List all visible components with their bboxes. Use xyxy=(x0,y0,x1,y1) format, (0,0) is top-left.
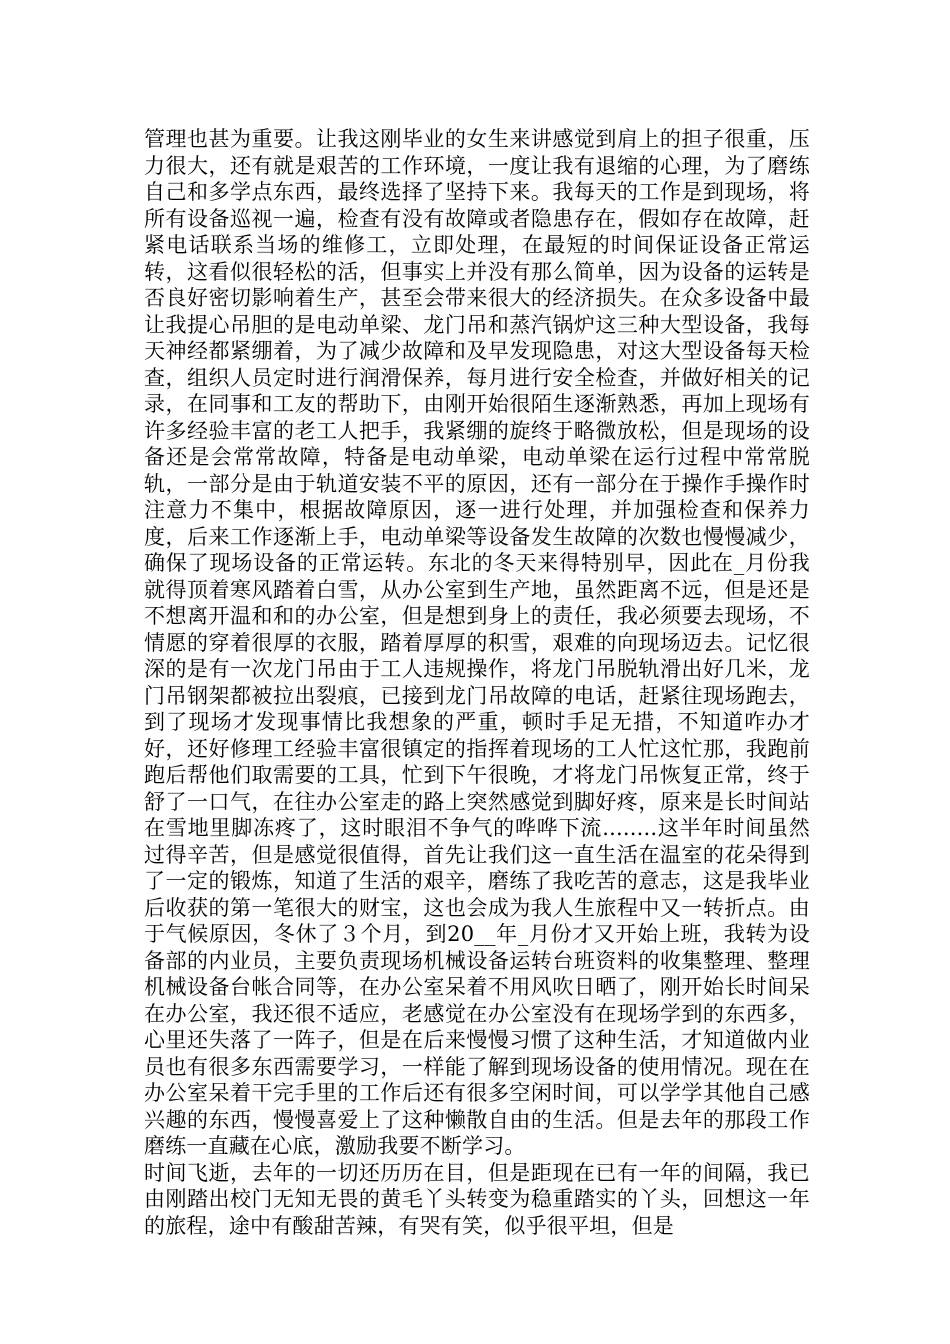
body-text xyxy=(144,126,810,1239)
paragraph-2: 时间飞逝，去年的一切还历历在目，但是距现在已有一年的间隔，我已由刚踏出校门无知无畏的黄毛丫头转变为稳重踏实的丫头，回想这一年的旅程，途中有酸甜苦辣，有哭有笑，似乎很平坦，但是 xyxy=(144,1160,810,1238)
paragraph-1: 管理也甚为重要。让我这刚毕业的女生来讲感觉到肩上的担子很重，压力很大，还有就是艰苦的工作环境，一度让我有退缩的心理，为了磨练自己和多学点东西，最终选择了坚持下来。我每天的工作是到现场，将所有设备巡视一遍，检查有没有故障或者隐患存在，假如存在故障，赶紧电话联系当场的维修工，立即处理，在最短的时间保证设备正常运转，这看似很轻松的活，但事实上并没有那么简单，因为设备的运转是否良好密切影响着生产，甚至会带来很大的经济损失。在众多设备中最让我提心吊胆的是电动单梁、龙门吊和蒸汽锅炉这三种大型设备，我每天神经都紧绷着，为了减少故障和及早发现隐患，对这大型设备每天检查，组织人员定时进行润滑保养，每月进行安全检查，并做好相关的记录，在同事和工友的帮助下，由刚开始很陌生逐渐熟悉，再加上现场有许多经验丰富的老工人把手，我紧绷的旋终于略微放松，但是现场的设备还是会常常故障，特备是电动单梁，电动单梁在运行过程中常常脱轨，一部分是由于轨道安装不平的原因，还有一部分在于操作手操作时注意力不集中，根据故障原因，逐一进行处理，并加强检查和保养力度，后来工作逐渐上手，电动单梁等设备发生故障的次数也慢慢减少，确保了现场设备的正常运转。东北的冬天来得特别早，因此在_月份我就得顶着寒风踏着白雪，从办公室到生产地，虽然距离不远，但是还是不想离开温和和的办公室，但是想到身上的责任，我必须要去现场，不情愿的穿着很厚的衣服，踏着厚厚的积雪，艰难的向现场迈去。记忆很深的是有一次龙门吊由于工人违规操作，将龙门吊脱轨滑出好几米，龙门吊钢架都被拉出裂痕，已接到龙门吊故障的电话，赶紧往现场跑去，到了现场才发现事情比我想象的严重，顿时手足无措，不知道咋办才好，还好修理工经验丰富很镇定的指挥着现场的工人忙这忙那，我跑前跑后帮他们取需要的工具，忙到下午很晚，才将龙门吊恢复正常，终于舒了一口气，在往办公室走的路上突然感觉到脚好疼，原来是长时间站在雪地里脚冻疼了，这时眼泪不争气的哗哗下流........这半年时间虽然过得辛苦，但是感觉很值得，首先让我们这一直生活在温室的花朵得到了一定的锻炼，知道了生活的艰辛，磨练了我吃苦的意志，这是我毕业后收获的第一笔很大的财宝，这也会成为我人生旅程中又一转折点。由于气候原因，冬休了３个月，到20__年_月份才又开始上班，我转为设备部的内业员，主要负责现场机械设备运转台班资料的收集整理、整理机械设备台帐合同等，在办公室呆着不用风吹日晒了，刚开始长时间呆在办公室，我还很不适应，老感觉在办公室没有在现场学到的东西多，心里还失落了一阵子，但是在后来慢慢习惯了这种生活，才知道做内业员也有很多东西需要学习，一样能了解到现场设备的使用情况。现在在办公室呆着干完手里的工作后还有很多空闲时间，可以学学其他自己感兴趣的东西，慢慢喜爱上了这种懒散自由的生活。但是去年的那段工作磨练一直藏在心底，激励我要不断学习。 xyxy=(144,127,810,1158)
